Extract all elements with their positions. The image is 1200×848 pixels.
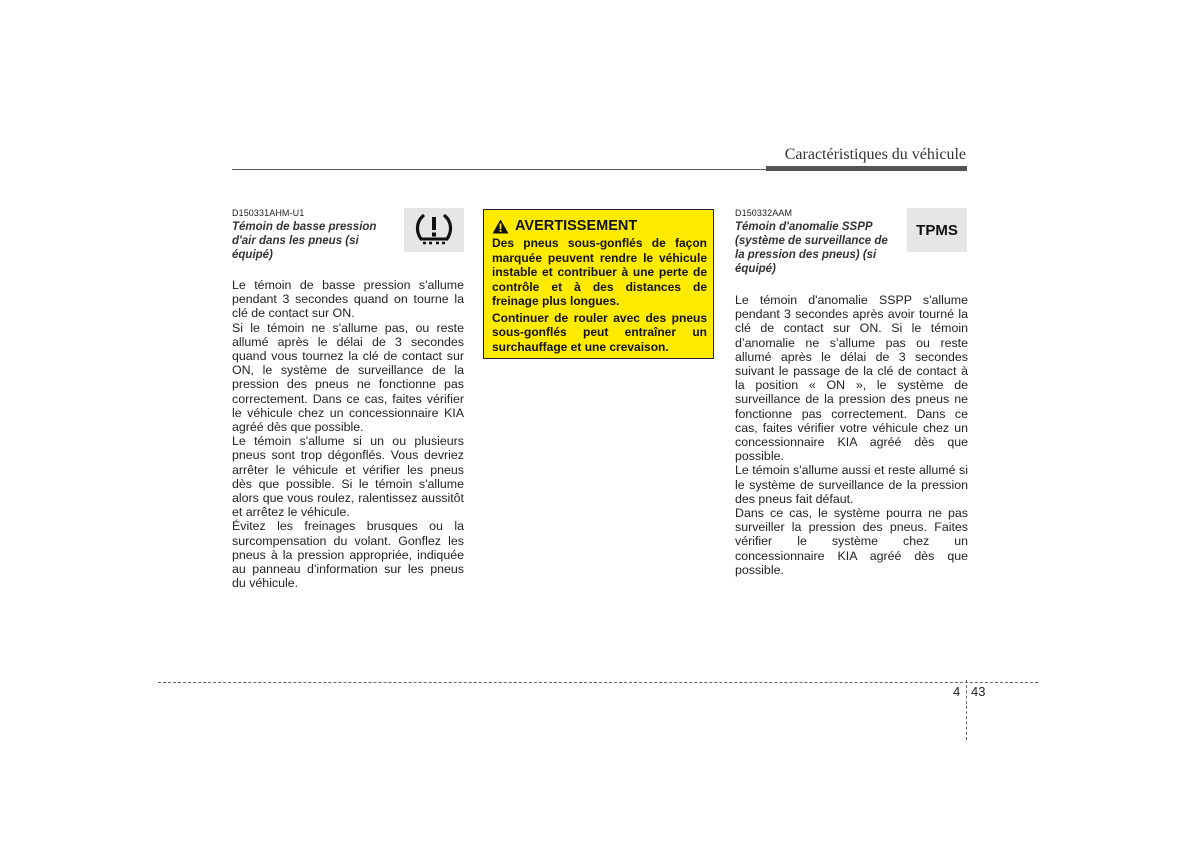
warning-paragraph: Des pneus sous-gonflés de façon marquée peuvent rendre le véhicule instable et contribuer à une perte de contrôle et à des distances de freinage plus longues. bbox=[492, 236, 707, 308]
header-rule-accent bbox=[766, 166, 967, 171]
section-code: D150331AHM-U1 bbox=[232, 208, 305, 218]
section-subheading: Témoin de basse pression d'air dans les pneus (si équipé) bbox=[232, 221, 377, 261]
paragraph: Dans ce cas, le système pourra ne pas surveiller la pression des pneus. Faites vérifier le système chez un concessionnaire KIA agréé dès que possible. bbox=[735, 506, 968, 577]
warning-box bbox=[483, 209, 714, 359]
section-body bbox=[735, 293, 968, 577]
warning-triangle-icon bbox=[492, 219, 509, 234]
paragraph: Le témoin s'allume si un ou plusieurs pneus sont trop dégonflés. Vous devriez arrêter le véhicule et vérifier les pneus dès que possible. Si le témoin s'allume alors que vous roulez, ralentissez aussitôt et arrêtez le véhicule. bbox=[232, 434, 464, 520]
section-code: D150332AAM bbox=[735, 208, 793, 218]
section-low-pressure bbox=[232, 208, 464, 590]
tpms-indicator-icon: TPMS bbox=[907, 208, 967, 252]
warning-paragraph: Continuer de rouler avec des pneus sous-gonflés peut entraîner un surchauffage et une crevaison. bbox=[492, 310, 707, 354]
page-header-title: Caractéristiques du véhicule bbox=[784, 146, 966, 163]
chapter-number: 4 bbox=[953, 684, 961, 699]
warning-title: AVERTISSEMENT bbox=[515, 218, 638, 234]
warning-header bbox=[492, 218, 707, 234]
paragraph: Évitez les freinages brusques ou la surcompensation du volant. Gonflez les pneus à la pression appropriée, indiquée au panneau d'information sur les pneus du véhicule. bbox=[232, 519, 464, 591]
section-body bbox=[232, 278, 464, 590]
paragraph: Le témoin s'allume aussi et reste allumé si le système de surveillance de la pression des pneus fait défaut. bbox=[735, 463, 968, 506]
footer-rule bbox=[158, 682, 1038, 683]
paragraph: Le témoin de basse pression s'allume pendant 3 secondes quand on tourne la clé de contact sur ON. bbox=[232, 278, 464, 321]
page-number: 43 bbox=[971, 684, 986, 699]
section-tpms-malfunction bbox=[735, 208, 968, 577]
paragraph: Le témoin d'anomalie SSPP s'allume pendant 3 secondes après avoir tourné la clé de contact sur ON. Si le témoin d’anomalie ne s’allume pas ou reste allumé après le délai de 3 secondes suivant le passage de la clé de contact à la position « ON », le système de surveillance de la pression des pneus ne fonctionne pas correctement. Dans ce cas, faites vérifier votre véhicule chez un concessionnaire KIA agréé dès que possible. bbox=[735, 293, 968, 464]
section-subheading: Témoin d'anomalie SSPP (système de surveillance de la pression des pneus) (si équipé) bbox=[735, 221, 888, 275]
footer-divider bbox=[966, 680, 967, 740]
paragraph: Si le témoin ne s'allume pas, ou reste allumé après le délai de 3 secondes quand vous tournez la clé de contact sur ON, le système de surveillance de la pression des pneus ne fonctionne pas correctement. Dans ce cas, faites vérifier le véhicule chez un concessionnaire KIA agréé dès que possible. bbox=[232, 320, 464, 435]
tire-pressure-warning-icon bbox=[404, 208, 464, 252]
